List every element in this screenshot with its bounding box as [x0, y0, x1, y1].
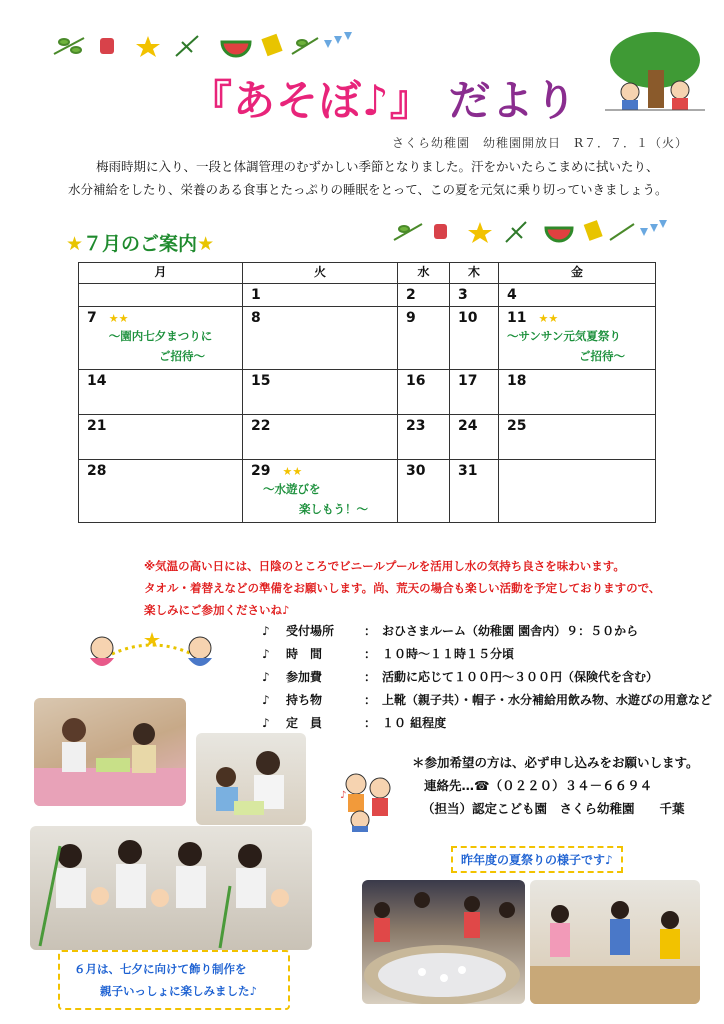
contact-line-1: ＊参加希望の方は、必ず申し込みをお願いします。: [412, 755, 699, 770]
intro-line-2: 水分補給をしたり、栄養のある食事とたっぷりの睡眠をとって、この夏を元気に乗り切っていきましょう。: [68, 182, 668, 197]
date-number: 29: [251, 463, 271, 479]
calendar-cell: 21: [79, 415, 243, 460]
children-dancing-icon: [338, 768, 400, 832]
kids-illustration: [338, 768, 400, 836]
title-suffix: だより: [448, 76, 578, 125]
calendar-header: 月: [79, 263, 243, 284]
info-label: 時 間: [286, 647, 323, 661]
june-caption: [58, 950, 290, 1010]
music-note-icon: ♪: [262, 693, 270, 707]
date-number: 11: [507, 310, 527, 326]
summer-decor-icon: [392, 218, 667, 244]
calendar-cell: 25: [499, 415, 656, 460]
calendar-header: 金: [499, 263, 656, 284]
calendar-cell: 17: [450, 370, 499, 415]
calendar-cell: 31: [450, 460, 499, 523]
photo-craft-activity-1: [34, 698, 186, 806]
calendar-cell: 9: [398, 307, 450, 370]
notice-line-1: ※気温の高い日には、日陰のところでビニールプールを活用し水の気持ち良さを味わいます。: [144, 559, 625, 573]
calendar-cell: 4: [499, 284, 656, 307]
calendar-header: 火: [243, 263, 398, 284]
newsletter-title: [190, 68, 577, 128]
notice-line-3: 楽しみにご参加くださいね♪: [144, 603, 290, 617]
calendar-cell: 23: [398, 415, 450, 460]
info-label: 持ち物: [286, 693, 323, 707]
calendar-cell: 8: [243, 307, 398, 370]
calendar-cell: [79, 284, 243, 307]
info-value: ： １０時～１１時１５分頃: [364, 647, 515, 661]
music-note-icon: ♪: [262, 624, 270, 638]
tree-illustration: [600, 30, 710, 119]
calendar-cell: 3: [450, 284, 499, 307]
info-reception: [262, 622, 638, 639]
event-text: ご招待～: [159, 349, 205, 363]
event-text: ～サンサン元気夏祭り: [507, 329, 621, 343]
intro-line-1: 梅雨時期に入り、一段と体調管理のむずかしい季節となりました。汗をかいたらこまめに拭いたり、: [96, 159, 659, 174]
event-stars: ★★: [282, 465, 303, 478]
calendar-cell: 22: [243, 415, 398, 460]
photo-placeholder: [362, 880, 525, 1004]
photo-summer-festival-2: [530, 880, 700, 1004]
calendar-cell: 24: [450, 415, 499, 460]
calendar-cell-event: [79, 307, 243, 370]
event-text: 楽しもう！～: [299, 502, 368, 516]
contact-person: （担当）認定こども園 さくら幼稚園 千葉: [422, 801, 685, 816]
info-value: ： １０ 組程度: [364, 716, 447, 730]
calendar-cell: 10: [450, 307, 499, 370]
event-text: ～園内七夕まつりに: [108, 329, 213, 343]
star-icon: ★: [66, 233, 84, 255]
tree-with-children-icon: [600, 30, 710, 115]
svg-text:♪: ♪: [340, 790, 347, 801]
info-fee: [262, 668, 658, 685]
section-heading-text: ７月のご案内: [83, 233, 198, 255]
calendar-cell: 1: [243, 284, 398, 307]
orihime-hikoboshi-icon: [82, 626, 222, 676]
photo-placeholder: [196, 733, 306, 825]
photo-placeholder: [34, 698, 186, 806]
photo-placeholder: [30, 826, 312, 950]
calendar-cell: 18: [499, 370, 656, 415]
music-note-icon: ♪: [262, 647, 270, 661]
info-value: ： おひさまルーム（幼稚園 園舎内）９：５０から: [364, 624, 639, 638]
calendar-cell: 2: [398, 284, 450, 307]
photo-craft-activity-2: [196, 733, 306, 825]
info-label: 受付場所: [286, 624, 335, 638]
calendar-header: 木: [450, 263, 499, 284]
june-caption-line-2: 親子いっしょに楽しみました♪: [100, 984, 257, 998]
contact-phone: 連絡先…☎（０２２０）３４－６６９４: [424, 778, 653, 793]
calendar-cell: 28: [79, 460, 243, 523]
summer-decor-icon: [52, 32, 352, 58]
july-calendar: [78, 262, 656, 523]
music-note-icon: ♪: [262, 670, 270, 684]
photo-placeholder: [530, 880, 700, 1004]
decor-top-icons: [52, 32, 352, 63]
date-number: 7: [87, 310, 97, 326]
calendar-cell-event: [243, 460, 398, 523]
info-time: [262, 645, 514, 662]
calendar-cell: 15: [243, 370, 398, 415]
tanabata-illustration: [82, 626, 222, 680]
school-date-line: さくら幼稚園 幼稚園開放日 R７．７．１（火）: [392, 136, 689, 150]
photo-group-tanabata: [30, 826, 312, 950]
music-note-icon: ♪: [262, 716, 270, 730]
event-text: ご招待～: [579, 349, 625, 363]
event-text: ～水遊びを: [263, 482, 321, 496]
calendar-cell: 30: [398, 460, 450, 523]
info-label: 参加費: [286, 670, 323, 684]
info-label: 定 員: [286, 716, 323, 730]
title-main: 『あそぼ♪』: [190, 76, 433, 125]
info-value: ： 活動に応じて１００円～３００円（保険代を含む）: [364, 670, 659, 684]
june-caption-line-1: ６月は、七夕に向けて飾り制作を: [74, 962, 247, 976]
last-year-caption: 昨年度の夏祭りの様子です♪: [451, 846, 623, 873]
info-value: ： 上靴（親子共）・帽子・水分補給用飲み物、水遊びの用意など: [364, 693, 713, 707]
decor-mid-icons: [392, 218, 667, 248]
event-stars: ★★: [108, 312, 129, 325]
notice-line-2: タオル・着替えなどの準備をお願いします。尚、荒天の場合も楽しい活動を予定しておりますので、: [144, 581, 661, 595]
event-stars: ★★: [538, 312, 559, 325]
photo-summer-festival-1: [362, 880, 525, 1004]
star-icon: ★: [197, 233, 215, 255]
calendar-cell: 16: [398, 370, 450, 415]
calendar-cell-event: [499, 307, 656, 370]
section-heading: [66, 229, 214, 256]
info-belongings: [262, 691, 712, 708]
calendar-header: 水: [398, 263, 450, 284]
info-capacity: [262, 714, 446, 731]
calendar-cell: [499, 460, 656, 523]
calendar-cell: 14: [79, 370, 243, 415]
